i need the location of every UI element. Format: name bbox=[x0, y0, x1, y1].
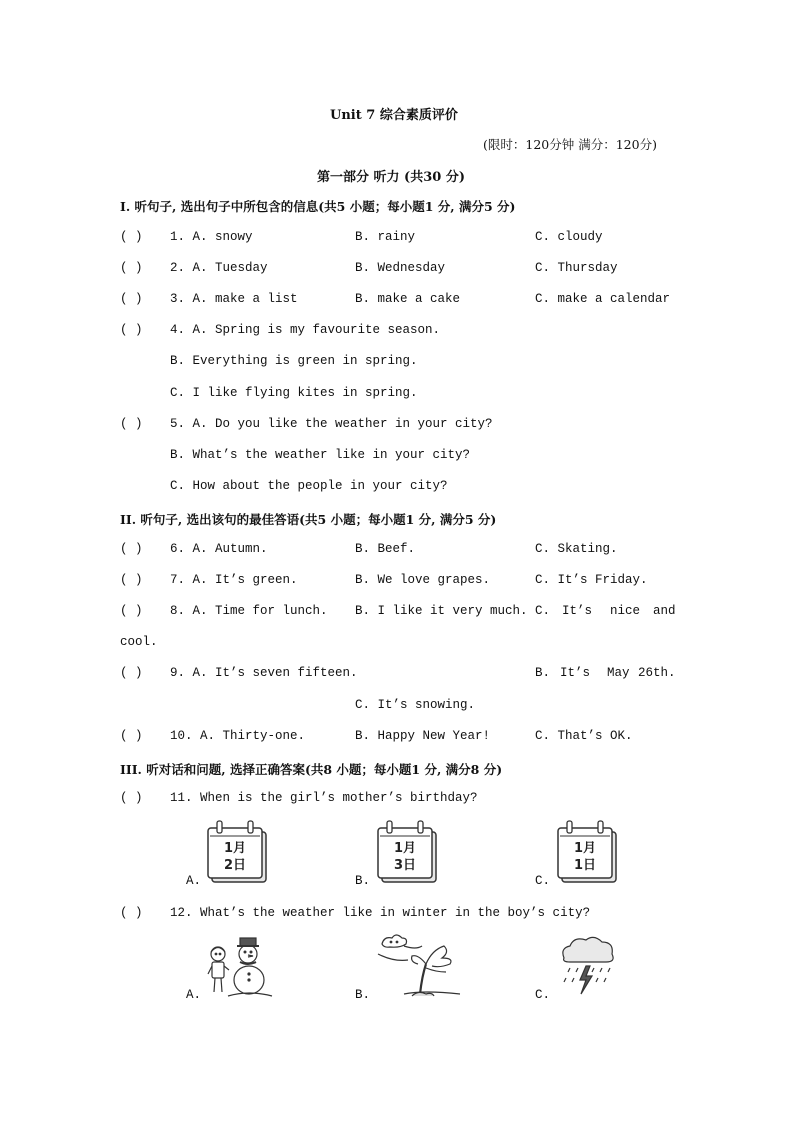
option-c: C. That’s OK. bbox=[535, 729, 633, 743]
option-b: B. I like it very much. bbox=[355, 604, 528, 618]
calendar-day: 3日 bbox=[393, 858, 417, 873]
page-title: Unit 7 综合素质评价 bbox=[330, 108, 458, 123]
windy-tree-icon[interactable] bbox=[374, 932, 462, 998]
answer-blank[interactable]: ( ) bbox=[120, 791, 143, 805]
option-b: B. Beef. bbox=[355, 542, 416, 556]
option-c: C. make a calendar bbox=[535, 292, 671, 306]
option-a: 10. A. Thirty-one. bbox=[170, 729, 306, 743]
option-c-label: C. bbox=[535, 988, 551, 1002]
option-c: C. It’s snowing. bbox=[355, 698, 476, 712]
answer-blank[interactable]: ( ) bbox=[120, 906, 143, 920]
option-b: B. rainy bbox=[355, 230, 416, 244]
calendar-icon-a[interactable] bbox=[206, 820, 268, 884]
option-c-word: It’s bbox=[562, 604, 593, 618]
option-c-word: and bbox=[653, 604, 676, 618]
option-a: 8. A. Time for lunch. bbox=[170, 604, 328, 618]
answer-blank[interactable]: ( ) bbox=[120, 729, 143, 743]
calendar-icon-c[interactable] bbox=[556, 820, 618, 884]
option-b-word: May bbox=[607, 666, 630, 680]
option-b: B. Happy New Year! bbox=[355, 729, 491, 743]
option-a: 3. A. make a list bbox=[170, 292, 298, 306]
answer-blank[interactable]: ( ) bbox=[120, 604, 143, 618]
answer-blank[interactable]: ( ) bbox=[120, 230, 143, 244]
section-2-heading: II. 听句子, 选出该句的最佳答语(共5 小题；每小题1 分, 满分5 分) bbox=[120, 512, 497, 527]
option-b-word: 26th. bbox=[638, 666, 676, 680]
calendar-icon-b[interactable] bbox=[376, 820, 438, 884]
option-c: C. I like flying kites in spring. bbox=[170, 386, 418, 400]
option-c-word: nice bbox=[610, 604, 641, 618]
snowman-icon[interactable] bbox=[204, 934, 274, 998]
option-a-label: A. bbox=[186, 988, 202, 1002]
answer-blank[interactable]: ( ) bbox=[120, 417, 143, 431]
option-c: C. cloudy bbox=[535, 230, 603, 244]
option-b-word: It’s bbox=[560, 666, 591, 680]
option-a: 5. A. Do you like the weather in your city? bbox=[170, 417, 493, 431]
option-a: 6. A. Autumn. bbox=[170, 542, 268, 556]
option-c: C. Skating. bbox=[535, 542, 618, 556]
option-b-label: B. bbox=[355, 874, 371, 888]
option-c: C. It’s Friday. bbox=[535, 573, 648, 587]
time-limit: (限时：120分钟 满分：120分) bbox=[483, 137, 657, 152]
question-text: 11. When is the girl’s mother’s birthday? bbox=[170, 791, 478, 805]
option-a: 4. A. Spring is my favourite season. bbox=[170, 323, 441, 337]
option-b-label: B. bbox=[355, 988, 371, 1002]
option-c: C. Thursday bbox=[535, 261, 618, 275]
answer-blank[interactable]: ( ) bbox=[120, 666, 143, 680]
part-heading: 第一部分 听力 (共30 分) bbox=[317, 170, 465, 185]
calendar-month: 1月 bbox=[393, 841, 417, 856]
option-a-label: A. bbox=[186, 874, 202, 888]
option-c-label: C. bbox=[535, 874, 551, 888]
option-b: B. We love grapes. bbox=[355, 573, 491, 587]
calendar-day: 2日 bbox=[223, 858, 247, 873]
option-a: 9. A. It’s seven fifteen. bbox=[170, 666, 358, 680]
option-a: 7. A. It’s green. bbox=[170, 573, 298, 587]
section-3-heading: III. 听对话和问题, 选择正确答案(共8 小题；每小题1 分, 满分8 分) bbox=[120, 762, 503, 777]
answer-blank[interactable]: ( ) bbox=[120, 261, 143, 275]
option-c: C. How about the people in your city? bbox=[170, 479, 448, 493]
answer-blank[interactable]: ( ) bbox=[120, 573, 143, 587]
calendar-month: 1月 bbox=[573, 841, 597, 856]
option-b: B. Wednesday bbox=[355, 261, 446, 275]
option-b: B. Everything is green in spring. bbox=[170, 354, 418, 368]
option-c-label: C. bbox=[535, 604, 551, 618]
option-c-continued: cool. bbox=[120, 635, 158, 649]
calendar-month: 1月 bbox=[223, 841, 247, 856]
option-b: B. What’s the weather like in your city? bbox=[170, 448, 471, 462]
answer-blank[interactable]: ( ) bbox=[120, 292, 143, 306]
question-text: 12. What’s the weather like in winter in the boy’s city? bbox=[170, 906, 591, 920]
option-a: 1. A. snowy bbox=[170, 230, 253, 244]
answer-blank[interactable]: ( ) bbox=[120, 323, 143, 337]
section-1-heading: I. 听句子, 选出句子中所包含的信息(共5 小题；每小题1 分, 满分5 分) bbox=[120, 199, 516, 214]
option-a: 2. A. Tuesday bbox=[170, 261, 268, 275]
calendar-day: 1日 bbox=[573, 858, 597, 873]
rain-lightning-icon[interactable] bbox=[556, 934, 620, 998]
option-b-label: B. bbox=[535, 666, 551, 680]
answer-blank[interactable]: ( ) bbox=[120, 542, 143, 556]
option-b: B. make a cake bbox=[355, 292, 461, 306]
